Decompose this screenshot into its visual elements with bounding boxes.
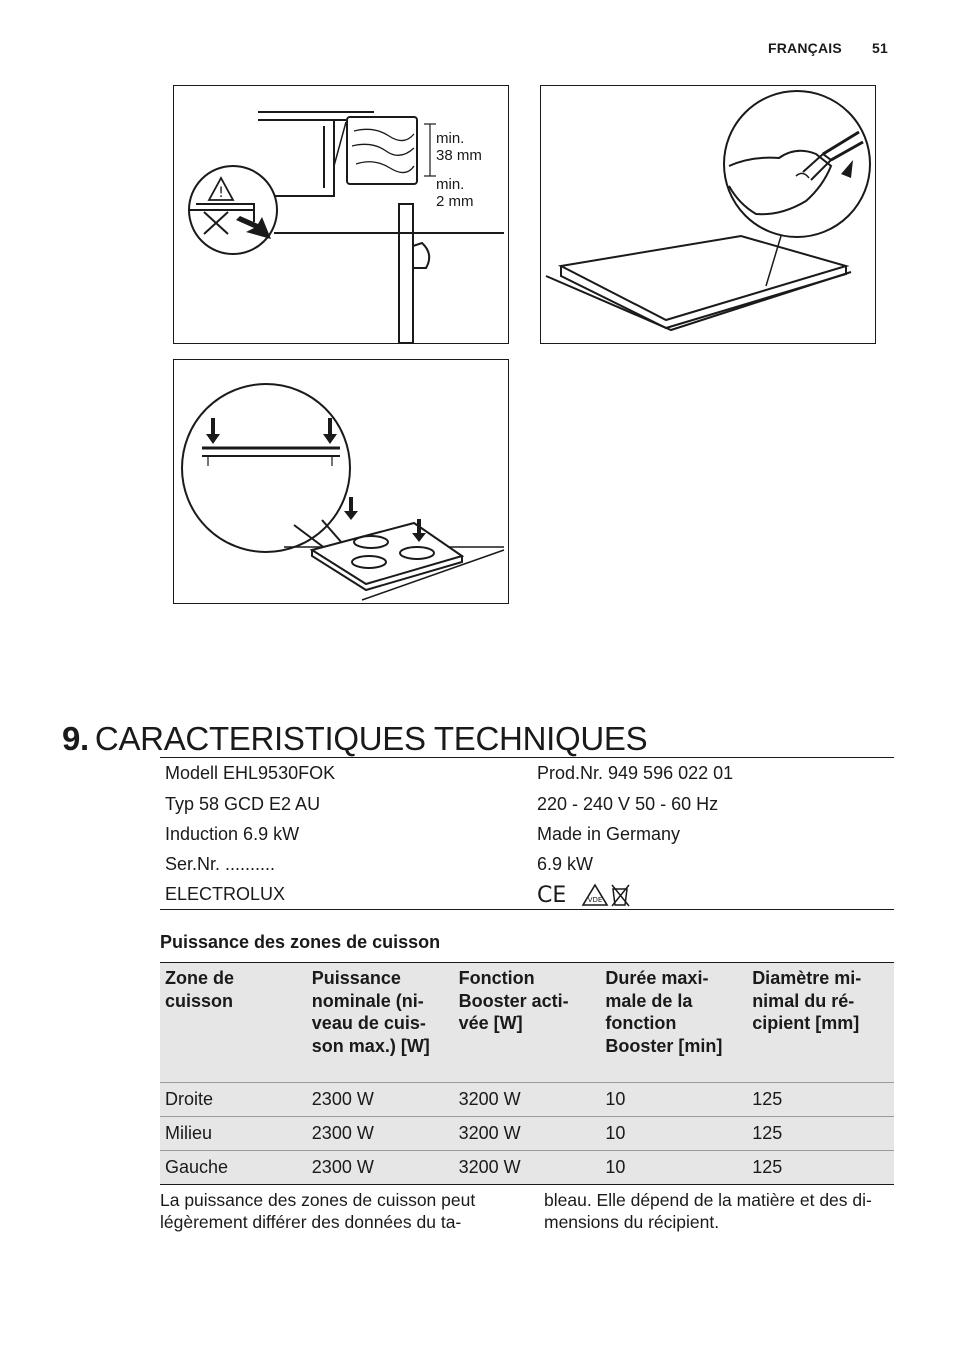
spec-cell-left: Typ 58 GCD E2 AU bbox=[165, 793, 321, 814]
worktop-clearance-diagram bbox=[173, 85, 509, 344]
spec-cell-right: 220 - 240 V 50 - 60 Hz bbox=[537, 793, 719, 814]
table-row bbox=[160, 1083, 894, 1117]
table-cell: 125 bbox=[752, 1089, 783, 1109]
table-cell: Milieu bbox=[165, 1123, 213, 1143]
weee-bin-icon bbox=[612, 885, 629, 906]
column-header: Zone de cuisson bbox=[165, 968, 235, 1011]
spec-row bbox=[160, 849, 894, 879]
gasket-application-drawing bbox=[541, 86, 875, 343]
hob-fixing-diagram bbox=[173, 359, 509, 604]
spec-cell-left: Modell EHL9530FOK bbox=[165, 763, 336, 783]
certification-marks-icon bbox=[537, 881, 633, 907]
table-row bbox=[160, 1117, 894, 1151]
dim-label-38mm: 38 mm bbox=[436, 147, 482, 164]
spec-cell-right: Prod.Nr. 949 596 022 01 bbox=[537, 763, 734, 783]
spec-cell-left: Induction 6.9 kW bbox=[165, 823, 300, 844]
spec-cell-left: Ser.Nr. .......... bbox=[165, 853, 276, 874]
table-cell: 125 bbox=[752, 1157, 783, 1177]
power-table-header bbox=[160, 963, 894, 1083]
table-cell: 125 bbox=[752, 1123, 783, 1143]
table-cell: 3200 W bbox=[458, 1123, 521, 1143]
spec-row bbox=[160, 789, 894, 819]
power-section-heading: Puissance des zones de cuisson bbox=[160, 932, 441, 952]
spec-cell-left: ELECTROLUX bbox=[165, 883, 286, 904]
column-header: Durée maxi-male de la fonction Booster [min] bbox=[605, 968, 723, 1056]
spec-row bbox=[160, 879, 894, 909]
dim-label-min-2: min. bbox=[436, 176, 465, 193]
spec-table bbox=[160, 757, 894, 910]
table-cell: 10 bbox=[605, 1123, 626, 1143]
vde-mark-icon: VDE bbox=[587, 896, 603, 904]
table-cell: 2300 W bbox=[311, 1157, 374, 1177]
column-header: Diamètre mi-nimal du ré-cipient [mm] bbox=[752, 968, 862, 1033]
dim-label-2mm: 2 mm bbox=[436, 193, 474, 210]
spec-row bbox=[160, 819, 894, 849]
table-cell: 2300 W bbox=[311, 1089, 374, 1109]
ce-mark-icon: CE bbox=[537, 883, 567, 907]
header-language: FRANÇAIS bbox=[767, 40, 842, 56]
worktop-clearance-drawing bbox=[174, 86, 508, 343]
dim-label-min-1: min. bbox=[436, 130, 465, 147]
hob-fixing-drawing bbox=[174, 360, 508, 603]
column-header: Puissance nominale (ni-veau de cuis-son max.) [W] bbox=[311, 968, 430, 1056]
page-header bbox=[768, 40, 888, 56]
svg-text:!: ! bbox=[218, 185, 224, 201]
gasket-application-diagram bbox=[540, 85, 876, 344]
certification-marks bbox=[532, 881, 633, 907]
section-number: 9. bbox=[62, 720, 89, 758]
spec-cell-right: 6.9 kW bbox=[537, 853, 594, 874]
table-cell: 3200 W bbox=[458, 1157, 521, 1177]
table-cell: Gauche bbox=[165, 1157, 229, 1177]
table-cell: Droite bbox=[165, 1089, 214, 1109]
note-text-right: bleau. Elle dépend de la matière et des di-mensions du récipient. bbox=[544, 1190, 872, 1232]
table-cell: 2300 W bbox=[311, 1123, 374, 1143]
table-cell: 3200 W bbox=[458, 1089, 521, 1109]
page-number: 51 bbox=[872, 40, 888, 56]
power-table bbox=[160, 962, 894, 1185]
spec-cell-right: Made in Germany bbox=[537, 823, 681, 844]
spec-row bbox=[160, 758, 894, 789]
note-text-left: La puissance des zones de cuisson peut légèrement différer des données du ta- bbox=[160, 1190, 476, 1232]
column-header: Fonction Booster acti-vée [W] bbox=[458, 968, 569, 1033]
section-heading: CARACTERISTIQUES TECHNIQUES bbox=[94, 720, 648, 758]
table-cell: 10 bbox=[605, 1157, 626, 1177]
table-cell: 10 bbox=[605, 1089, 626, 1109]
section-title bbox=[62, 720, 647, 758]
table-row bbox=[160, 1151, 894, 1185]
